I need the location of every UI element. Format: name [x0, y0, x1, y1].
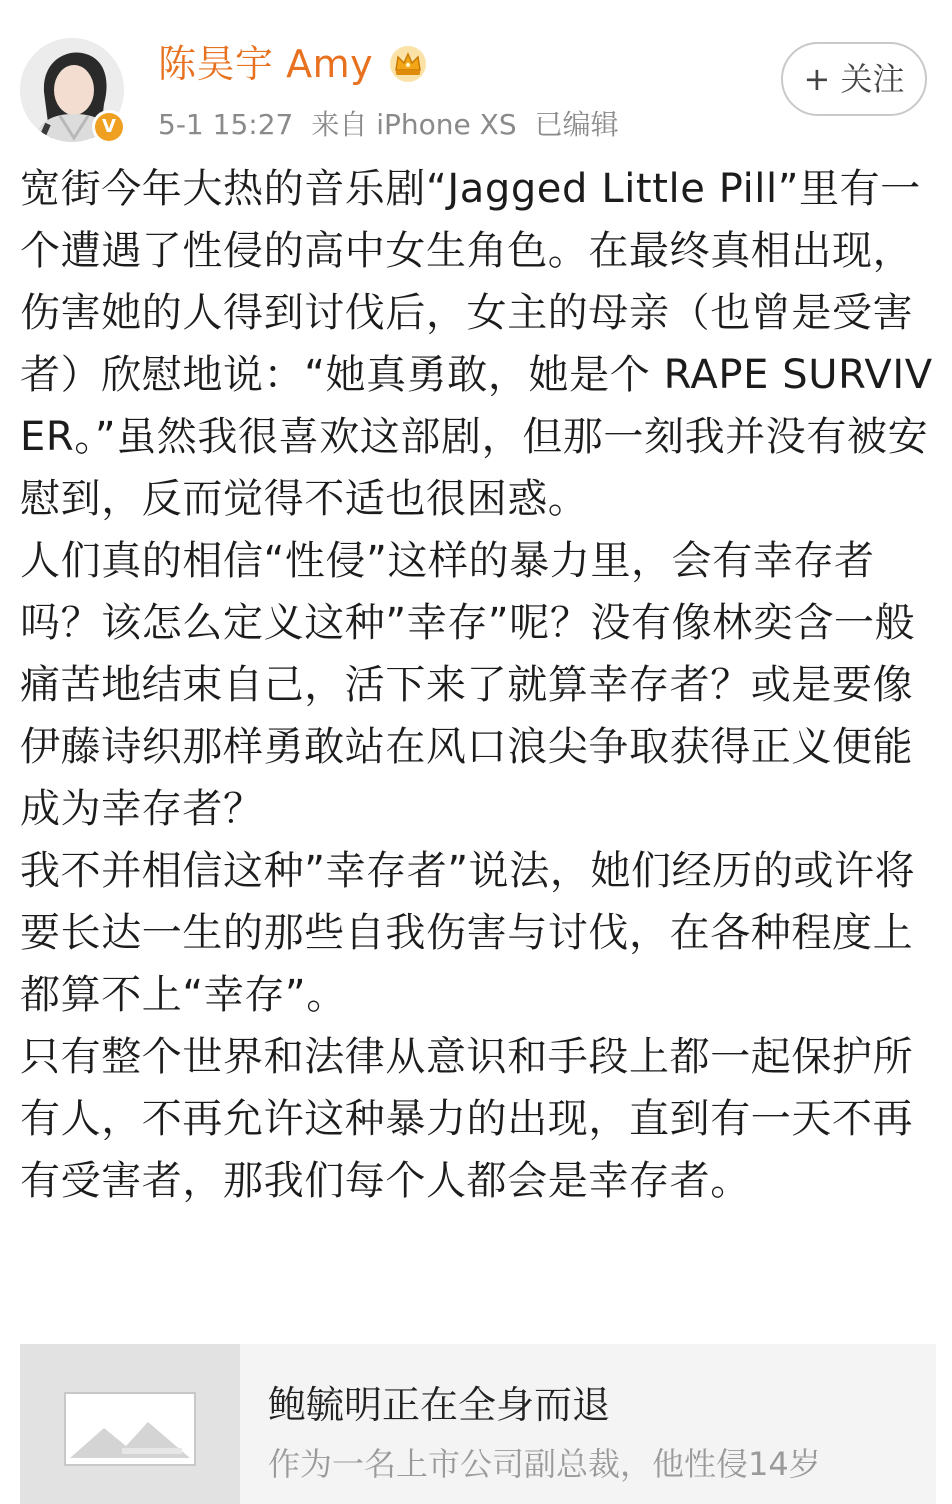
edited-label: 已编辑: [534, 108, 619, 141]
follow-button[interactable]: + 关注: [781, 42, 927, 116]
image-placeholder-icon: [64, 1392, 196, 1466]
link-card-description: 作为一名上市公司副总裁，他性侵14岁: [268, 1445, 821, 1483]
post-paragraph-2: 人们真的相信“性侵”这样的暴力里，会有幸存者吗？该怎么定义这种”幸存”呢？没有像林奕含一般痛苦地结束自己，活下来了就算幸存者？或是要像伊藤诗织那样勇敢站在风口浪尖争取获得正义便能成为幸存者？: [20, 538, 916, 832]
post-source: 来自 iPhone XS: [311, 108, 517, 141]
link-card-thumbnail: [20, 1344, 240, 1504]
link-card-title[interactable]: 鲍毓明正在全身而退: [268, 1383, 611, 1427]
post-paragraph-4: 只有整个世界和法律从意识和手段上都一起保护所有人，不再允许这种暴力的出现，直到有一天不再有受害者，那我们每个人都会是幸存者。: [20, 1034, 914, 1204]
author-name[interactable]: 陈昊宇 Amy: [158, 42, 374, 86]
post-paragraph-3: 我不并相信这种”幸存者”说法，她们经历的或许将要长达一生的那些自我伤害与讨伐，在各种程度上都算不上“幸存”。: [20, 848, 916, 1018]
verified-badge-icon: V: [92, 110, 126, 144]
post-paragraph-1: 宽街今年大热的音乐剧“Jagged Little Pill”里有一个遭遇了性侵的高中女生角色。在最终真相出现，伤害她的人得到讨伐后，女主的母亲（也曾是受害者）欣慰地说：“她真勇敢，她是个 RAPE SURVIVER。”虽然我很喜欢这部剧，但那一刻我并没有被安慰到，反而觉得不适也很困惑。: [20, 166, 933, 522]
post-time: 5-1 15:27: [158, 108, 294, 141]
link-card[interactable]: [20, 1344, 936, 1504]
post-body: [20, 158, 936, 1212]
post-meta: [158, 104, 637, 146]
crown-icon[interactable]: [388, 44, 428, 84]
